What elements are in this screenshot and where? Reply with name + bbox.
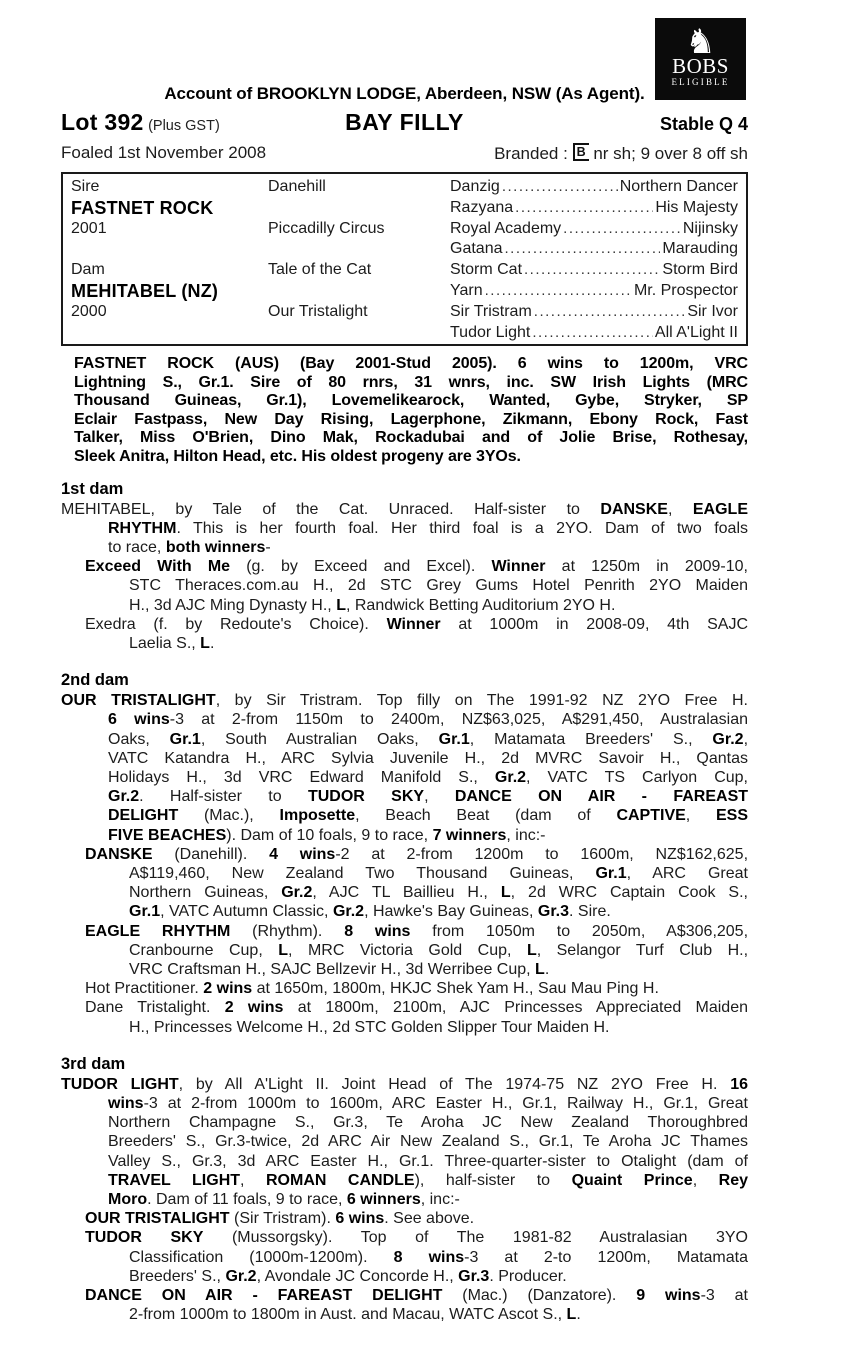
text-line (61, 979, 748, 998)
plain-text: A$119,460, New Zealand Two Thousand Guineas, (129, 865, 596, 883)
plain-text: at 1250m in 2009-10, (545, 558, 748, 576)
pedigree-paragraph (61, 500, 748, 558)
bold-text: FASTNET ROCK (AUS) (Bay 2001-Stud 2005). 6 wins to 1200m, VRC (74, 355, 748, 372)
dot-leader (532, 323, 653, 344)
dot-leader (502, 177, 618, 198)
text-line (61, 615, 748, 634)
plain-text: . Producer. (489, 1267, 567, 1285)
plain-text: VRC Craftsman H., SAJC Bellzevir H., 3d Werribee Cup, (129, 961, 536, 979)
ancestor-name: Storm Cat (450, 261, 523, 279)
plain-text: , Avondale JC Concorde H., (256, 1267, 459, 1285)
plain-text: (Mussorgsky). Top of The 1981-82 Australasian 3YO (203, 1229, 748, 1247)
bold-text: Lightning S., Gr.1. Sire of 80 rnrs, 31 wnrs, inc. SW Irish Lights (MRC (74, 373, 748, 391)
text-line (74, 355, 748, 374)
pedigree-ancestor-line (450, 281, 738, 302)
text-line (74, 392, 748, 411)
text-line (61, 1228, 748, 1247)
plain-text: . Dam of 11 foals, 9 to race, (147, 1191, 347, 1209)
pedigree-paragraph (61, 979, 748, 998)
foaled-row (61, 143, 748, 164)
text-line (61, 1171, 748, 1190)
plain-text: Cranbourne Cup, (129, 941, 279, 959)
plain-text: . See above. (384, 1210, 475, 1228)
pedigree-ancestor-line (450, 302, 738, 323)
text-line (61, 806, 748, 825)
ancestor-name: Danzig (450, 178, 500, 195)
plain-text: (g. by Exceed and Excel). (230, 558, 492, 576)
plain-text: Exedra (f. by Redoute's Choice). (85, 615, 387, 633)
bold-text: 6 winners (346, 1191, 421, 1209)
plain-text: (Danehill). (152, 845, 270, 863)
plain-text: , (743, 730, 748, 748)
pedigree-sections (61, 480, 748, 1325)
text-line (74, 411, 748, 430)
pedigree-name-cell: MEHITABEL (NZ) (71, 280, 219, 301)
section-heading: 3rd dam (61, 1054, 126, 1073)
plain-text: , South Australian Oaks, (200, 730, 439, 748)
bobs-eligible-logo (655, 18, 746, 100)
text-line (61, 960, 748, 979)
bold-text: 8 wins (344, 922, 411, 940)
stable-number: Stable Q 4 (659, 114, 749, 134)
ancestor-parent-name: All A'Light II (654, 323, 738, 341)
bold-text: EAGLE RHYTHM (85, 922, 231, 940)
bold-text: 6 wins (335, 1210, 385, 1228)
bold-text: DANCE ON AIR - FAREAST DELIGHT (85, 1287, 443, 1305)
sire-summary (74, 355, 748, 467)
ancestor-name: Gatana (450, 240, 503, 258)
lot-number: Lot 392 (61, 109, 144, 135)
plain-text: Northern Guineas, (129, 884, 282, 902)
bold-text: Exceed With Me (85, 558, 231, 576)
bold-text: Gr.2 (225, 1267, 257, 1285)
plain-text: Breeders' S., Gr.3-twice, 2d ARC Air New Zealand S., Gr.1, Te Aroha JC Thames (108, 1133, 748, 1151)
pedigree-paragraph (61, 845, 748, 922)
pedigree-parent-cell (268, 281, 450, 302)
text-line (61, 1094, 748, 1113)
pedigree-ancestor-line (450, 219, 738, 240)
pedigree-paragraph (61, 1209, 748, 1228)
text-line (61, 1267, 748, 1286)
text-line (61, 845, 748, 864)
text-line (61, 596, 748, 615)
plain-text: to race, (108, 538, 166, 556)
plain-text: Breeders' S., (129, 1267, 226, 1285)
plain-text: . (209, 634, 215, 652)
bold-text: both winners (165, 538, 266, 556)
pedigree-paragraph (61, 615, 748, 653)
ancestor-parent-name: Mr. Prospector (633, 281, 738, 299)
pedigree-parent-cell: Piccadilly Circus (268, 219, 385, 237)
text-line (61, 1286, 748, 1305)
plain-text: Hot Practitioner. (85, 980, 204, 998)
plain-text: at 1000m in 2008-09, 4th SAJC (440, 615, 748, 633)
text-line (61, 1248, 748, 1267)
text-line (74, 448, 748, 467)
plain-text: -3 at 2-from 1150m to 2400m, NZ$63,025, A$291,450, Australasian (169, 711, 748, 729)
section-heading: 1st dam (61, 479, 124, 498)
pedigree-paragraph (61, 1075, 748, 1209)
dot-leader (515, 198, 653, 219)
bold-text: DELIGHT (108, 807, 179, 825)
text-line (61, 1075, 748, 1094)
plain-text: (Mac.) (Danzatore). (442, 1287, 637, 1305)
plain-text: H., 3d AJC Ming Dynasty H., (129, 596, 337, 614)
bold-text: Gr.2 (332, 903, 365, 921)
plain-text: Classification (1000m-1200m). (129, 1248, 394, 1266)
horse-head-icon: ♞ (685, 22, 716, 62)
plain-text: , inc:- (506, 826, 546, 844)
bold-text: 6 wins (108, 711, 170, 729)
text-line (61, 557, 748, 576)
plain-text: ). Dam of 10 foals, 9 to race, (226, 826, 433, 844)
text-line (61, 576, 748, 595)
pedigree-paragraph (61, 1228, 748, 1286)
plain-text: STC Theraces.com.au H., 2d STC Grey Gums Hotel Penrith 2YO Maiden (129, 577, 748, 595)
text-line (61, 826, 748, 845)
text-line (61, 730, 748, 749)
pedigree-ancestor-line (450, 323, 738, 344)
plain-text: , AJC TL Baillieu H., (312, 884, 501, 902)
text-line (61, 538, 748, 557)
bold-text: CAPTIVE (616, 807, 686, 825)
text-line (74, 429, 748, 448)
ancestor-parent-name: Sir Ivor (687, 302, 738, 320)
dot-leader (534, 302, 686, 323)
plain-text: , Beach Beat (dam of (355, 807, 617, 825)
plain-text: MEHITABEL, by Tale of the Cat. Unraced. Half-sister to (61, 500, 601, 518)
text-line (61, 1152, 748, 1171)
branded-info (494, 143, 748, 164)
text-line (61, 691, 748, 710)
bold-text: Gr.2 (281, 884, 313, 902)
plain-text: , Selangor Turf Club H., (536, 941, 748, 959)
bold-text: Gr.1 (438, 730, 470, 748)
bold-text: DANCE ON AIR - FAREAST (454, 788, 748, 806)
bold-text: 8 wins (393, 1248, 465, 1266)
plain-text: -3 at 2-to 1200m, Matamata (464, 1248, 748, 1266)
pedigree-name-cell: Dam (71, 261, 105, 279)
plain-text: . This is her fourth foal. Her third foal is a 2YO. Dam of two foals (176, 519, 748, 537)
plain-text: - (265, 538, 271, 556)
bold-text: Quaint Prince (571, 1171, 693, 1189)
plain-text: , by Sir Tristram. Top filly on The 1991-92 NZ 2YO Free H. (215, 692, 748, 710)
plain-text: VATC Katandra H., ARC Sylvia Juvenile H., 2d MVRC Savoir H., Qantas (108, 749, 748, 767)
text-line (61, 941, 748, 960)
lot-left (61, 109, 345, 136)
plain-text: Northern Champagne S., Gr.3, Te Aroha JC New Zealand Thoroughbred (108, 1114, 748, 1132)
bold-text: Gr.3 (537, 903, 570, 921)
plain-text: . (544, 961, 550, 979)
bold-text: TUDOR SKY (307, 788, 425, 806)
text-line (61, 1113, 748, 1132)
bold-text: L (526, 941, 537, 959)
pedigree-paragraph (61, 557, 748, 615)
logo-subtitle: ELIGIBLE (671, 77, 730, 87)
text-line (61, 768, 748, 787)
bold-text: wins (108, 1095, 144, 1113)
text-line (61, 922, 748, 941)
bold-text: 7 winners (432, 826, 507, 844)
bold-text: TUDOR SKY (85, 1229, 204, 1247)
ancestor-name: Royal Academy (450, 219, 562, 237)
bold-text: Imposette (279, 807, 356, 825)
text-line (61, 710, 748, 729)
plain-text: ), half-sister to (414, 1171, 572, 1189)
ancestor-name: Yarn (450, 281, 483, 299)
plain-text: , by All A'Light II. Joint Head of The 1974-75 NZ 2YO Free H. (178, 1075, 731, 1093)
plain-text: Dane Tristalight. (85, 999, 225, 1017)
ancestor-parent-name: Marauding (662, 240, 738, 258)
plain-text: (Sir Tristram). (229, 1210, 336, 1228)
plain-text: , (240, 1171, 266, 1189)
pedigree-parent-cell (268, 198, 450, 219)
bold-text: Gr.1 (169, 730, 201, 748)
dot-leader (563, 219, 681, 240)
pedigree-table (61, 172, 748, 346)
bold-text: Thousand Guineas, Gr.1), Lovemelikearock, Wanted, Gybe, Stryker, SP (74, 392, 748, 410)
text-line (61, 1132, 748, 1151)
pedigree-paragraph (61, 1286, 748, 1324)
bold-text: Sleek Anitra, Hilton Head, etc. His oldest progeny are 3YOs. (74, 447, 521, 465)
bold-text: RHYTHM (108, 519, 177, 537)
bold-text: 9 wins (636, 1287, 701, 1305)
plain-text: , Hawke's Bay Guineas, (364, 903, 538, 921)
bold-text: DANSKE (85, 845, 153, 863)
account-line: Account of BROOKLYN LODGE, Aberdeen, NSW (As Agent). (164, 84, 645, 103)
text-line (61, 902, 748, 921)
pedigree-ancestor-line (450, 239, 738, 260)
pedigree-ancestor-line (450, 177, 738, 198)
bold-text: Gr.2 (494, 769, 527, 786)
bold-text: Talker, Miss O'Brien, Dino Mak, Rockadubai and of Jolie Brise, Rothesay, (74, 429, 748, 447)
bold-text: 4 wins (269, 845, 336, 863)
plain-text: , (685, 807, 716, 825)
pedigree-name-cell: 2001 (71, 219, 107, 237)
plain-text: (Mac.), (178, 807, 280, 825)
text-line (61, 1018, 748, 1037)
bold-text: FIVE BEACHES (108, 826, 227, 844)
plain-text: , (424, 788, 455, 806)
plain-text: , MRC Victoria Gold Cup, (288, 941, 527, 959)
ancestor-parent-name: His Majesty (655, 198, 738, 216)
ancestor-parent-name: Storm Bird (662, 261, 738, 279)
logo-title: BOBS (672, 54, 729, 78)
bold-text: DANSKE (600, 500, 668, 518)
text-line (61, 519, 748, 538)
bold-text: OUR TRISTALIGHT (61, 692, 216, 710)
bold-text: Eclair Fastpass, New Day Rising, Lagerphone, Zikmann, Ebony Rock, Fast (74, 410, 748, 428)
bold-text: ESS (716, 807, 748, 825)
plain-text: (Rhythm). (230, 922, 345, 940)
text-line (61, 500, 748, 519)
text-line (61, 1190, 748, 1209)
text-line (74, 374, 748, 393)
gst-note: (Plus GST) (148, 118, 220, 134)
plain-text: . Sire. (569, 903, 611, 921)
pedigree-name-cell: 2000 (71, 302, 107, 320)
plain-text: at 1650m, 1800m, HKJC Shek Yam H., Sau Mau Ping H. (252, 980, 659, 998)
bold-text: Gr.3 (458, 1267, 490, 1285)
ancestor-name: Razyana (450, 198, 514, 216)
section-heading: 2nd dam (61, 671, 129, 690)
bold-text: L (336, 596, 346, 614)
brand-mark: B (573, 143, 589, 161)
pedigree-parent-cell: Danehill (268, 178, 326, 195)
dot-leader (485, 281, 632, 302)
bold-text: Winner (386, 615, 441, 633)
bold-text: L (500, 884, 511, 902)
bold-text: EAGLE (692, 500, 748, 518)
bold-text: L (278, 941, 289, 959)
plain-text: H., Princesses Welcome H., 2d STC Golden Slipper Tour Maiden H. (129, 1018, 610, 1036)
bold-text: Rey (718, 1171, 748, 1189)
plain-text: from 1050m to 2050m, A$306,205, (410, 922, 748, 940)
ancestor-name: Sir Tristram (450, 302, 532, 320)
plain-text: 2-from 1000m to 1800m in Aust. and Macau, WATC Ascot S., (129, 1306, 567, 1324)
plain-text: , Matamata Breeders' S., (469, 730, 713, 748)
branded-prefix: Branded : (494, 144, 568, 163)
pedigree-name-cell: FASTNET ROCK (71, 197, 214, 218)
plain-text: -3 at 2-from 1000m to 1600m, ARC Easter H., Gr.1, Railway H., Gr.1, Great (143, 1095, 748, 1113)
bold-text: 2 wins (203, 980, 253, 998)
bold-text: Gr.2 (712, 730, 744, 748)
horse-description: BAY FILLY (345, 109, 464, 135)
dot-leader (524, 260, 660, 281)
bold-text: 2 wins (224, 999, 284, 1017)
bold-text: 16 (730, 1075, 748, 1093)
pedigree-parent-cell: Our Tristalight (268, 302, 368, 320)
plain-text: , ARC Great (626, 865, 748, 883)
pedigree-paragraph (61, 691, 748, 845)
plain-text: , (692, 1171, 719, 1189)
bold-text: Moro (108, 1191, 148, 1209)
plain-text: Laelia S., (129, 634, 201, 652)
pedigree-paragraph (61, 922, 748, 980)
bold-text: Gr.2 (108, 788, 140, 806)
pedigree-ancestor-line (450, 260, 738, 281)
plain-text: . (576, 1306, 581, 1324)
plain-text: at 1800m, 2100m, AJC Princesses Appreciated Maiden (283, 999, 748, 1017)
dot-leader (504, 239, 660, 260)
branded-suffix: nr sh; 9 over 8 off sh (593, 144, 748, 163)
pedigree-name-cell (71, 323, 268, 344)
pedigree-paragraph (61, 998, 748, 1036)
text-line (61, 634, 748, 653)
bold-text: TRAVEL LIGHT (108, 1171, 241, 1189)
plain-text: , 2d WRC Captain Cook S., (510, 884, 748, 902)
bold-text: Gr.1 (595, 865, 627, 883)
plain-text: , (667, 500, 693, 518)
plain-text: . Half-sister to (139, 788, 308, 806)
text-line (61, 749, 748, 768)
plain-text: -3 at (700, 1287, 748, 1305)
plain-text: Oaks, (108, 730, 170, 748)
plain-text: , VATC TS Carlyon Cup, (526, 769, 748, 786)
plain-text: , Randwick Betting Auditorium 2YO H. (345, 596, 616, 614)
plain-text: , inc:- (420, 1191, 460, 1209)
bold-text: OUR TRISTALIGHT (85, 1210, 230, 1228)
ancestor-name: Tudor Light (450, 323, 531, 341)
ancestor-parent-name: Northern Dancer (619, 178, 738, 195)
bold-text: L (566, 1306, 577, 1324)
bold-text: TUDOR LIGHT (61, 1075, 179, 1093)
bold-text: Winner (491, 558, 546, 576)
bold-text: ROMAN CANDLE (265, 1171, 415, 1189)
text-line (61, 998, 748, 1017)
text-line (61, 787, 748, 806)
pedigree-name-cell (71, 239, 268, 260)
foaled-date: Foaled 1st November 2008 (61, 143, 267, 162)
text-line (61, 1209, 748, 1228)
bold-text: Gr.1 (129, 903, 161, 921)
text-line (61, 883, 748, 902)
pedigree-ancestor-line (450, 198, 738, 219)
plain-text: Holidays H., 3d VRC Edward Manifold S., (108, 769, 495, 786)
bold-text: L (535, 961, 545, 979)
bold-text: L (200, 634, 210, 652)
plain-text: , VATC Autumn Classic, (160, 903, 333, 921)
plain-text: -2 at 2-from 1200m to 1600m, NZ$162,625, (335, 845, 748, 863)
pedigree-parent-cell (268, 239, 450, 260)
plain-text: Valley S., Gr.3, 3d ARC Easter H., Gr.1. Three-quarter-sister to Otalight (dam of (108, 1152, 748, 1170)
pedigree-name-cell: Sire (71, 178, 100, 195)
ancestor-parent-name: Nijinsky (682, 219, 738, 237)
pedigree-parent-cell: Tale of the Cat (268, 261, 372, 279)
pedigree-parent-cell (268, 323, 450, 344)
text-line (61, 864, 748, 883)
text-line (61, 1305, 748, 1324)
lot-row (61, 109, 748, 136)
